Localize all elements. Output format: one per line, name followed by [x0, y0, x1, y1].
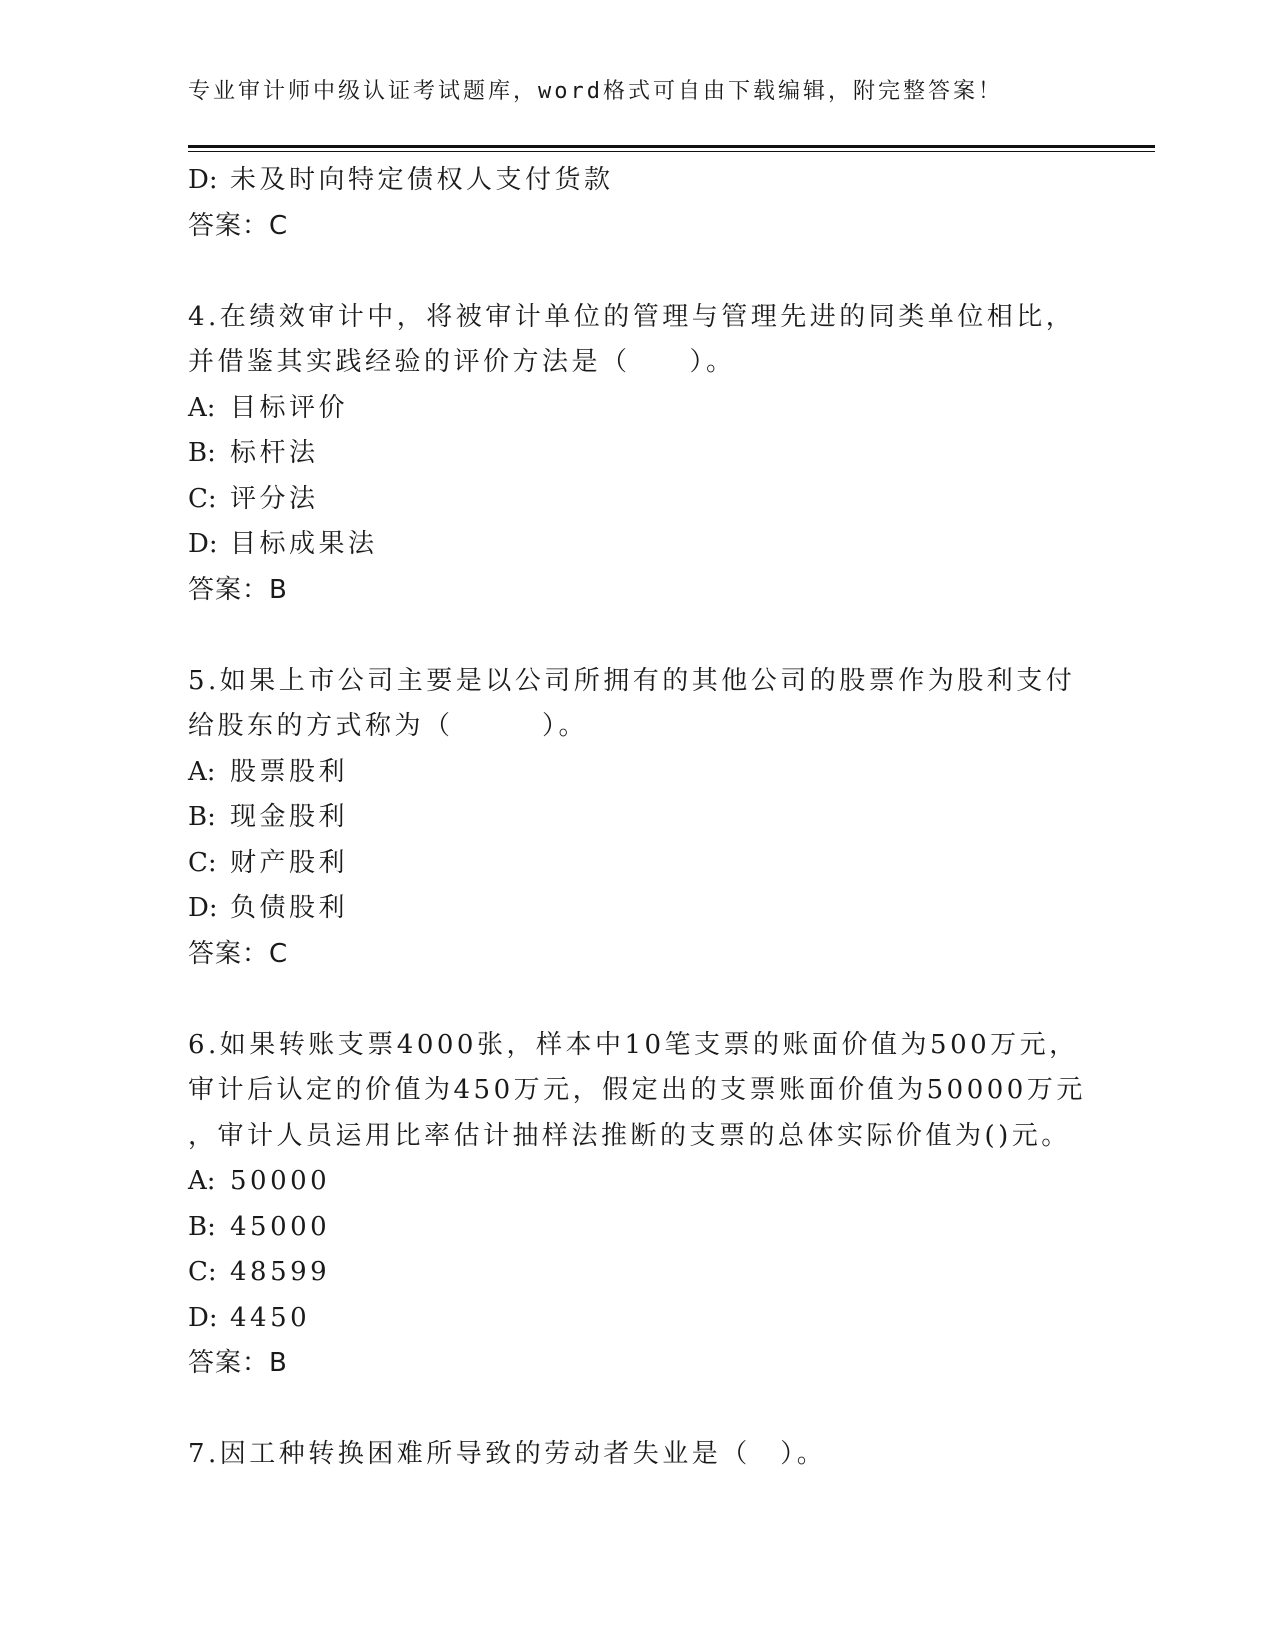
q4-option-a — [188, 386, 1088, 432]
q6-stem-line1: 6.如果转账支票4000张，样本中10笔支票的账面价值为500万元， — [188, 1029, 1079, 1060]
spacer — [188, 977, 1088, 1023]
q5-option-b — [188, 795, 1088, 841]
question-list — [188, 158, 1088, 1478]
option-label: C: — [188, 483, 217, 514]
q5-option-d — [188, 886, 1088, 932]
q5-option-a — [188, 750, 1088, 796]
q4-option-d — [188, 522, 1088, 568]
option-label: D: — [188, 165, 218, 195]
q5-stem-line1: 5.如果上市公司主要是以公司所拥有的其他公司的股票作为股利支付 — [188, 665, 1076, 696]
q4-stem-line1: 4.在绩效审计中，将被审计单位的管理与管理先进的同类单位相比， — [188, 301, 1076, 332]
q4-option-b — [188, 431, 1088, 477]
q7-stem-line1: 7.因工种转换困难所导致的劳动者失业是（ ）。 — [188, 1439, 827, 1469]
q6-option-a — [188, 1159, 1088, 1205]
option-text: 目标成果法 — [230, 529, 378, 559]
option-label: B: — [188, 1211, 216, 1242]
q3-option-d — [188, 158, 1088, 204]
option-label: D: — [188, 529, 218, 559]
q6-stem-line3: ，审计人员运用比率估计抽样法推断的支票的总体实际价值为()元。 — [188, 1120, 1071, 1151]
option-text: 45000 — [230, 1211, 331, 1242]
page-header: 专业审计师中级认证考试题库，word格式可自由下载编辑，附完整答案！ — [188, 79, 1003, 104]
q5-stem-line2: 给股东的方式称为（ ）。 — [188, 711, 589, 741]
spacer — [188, 613, 1088, 659]
option-text: 股票股利 — [230, 756, 349, 787]
option-text: 50000 — [230, 1166, 331, 1196]
option-text: 负债股利 — [230, 893, 349, 923]
option-text: 目标评价 — [230, 392, 349, 423]
q4-answer: 答案：B — [188, 574, 288, 605]
header-rule-thin — [188, 151, 1155, 152]
q6-option-c — [188, 1250, 1088, 1296]
q6-stem-line2: 审计后认定的价值为450万元，假定出的支票账面价值为50000万元 — [188, 1075, 1086, 1105]
q6-answer: 答案：B — [188, 1348, 288, 1378]
q3-answer: 答案：C — [188, 210, 289, 241]
option-label: D: — [188, 1302, 218, 1333]
q4-stem-line2: 并借鉴其实践经验的评价方法是（ ）。 — [188, 347, 736, 377]
q5-option-c — [188, 841, 1088, 887]
header-rule-thick — [188, 145, 1155, 148]
option-label: B: — [188, 438, 216, 468]
q6-option-d — [188, 1296, 1088, 1342]
option-label: A: — [188, 756, 216, 787]
option-text: 标杆法 — [230, 438, 319, 468]
option-label: A: — [188, 1166, 216, 1196]
spacer — [188, 1387, 1088, 1433]
option-text: 评分法 — [230, 483, 319, 514]
option-label: C: — [188, 847, 217, 878]
spacer — [188, 249, 1088, 295]
option-text: 4450 — [230, 1302, 311, 1333]
option-text: 财产股利 — [230, 847, 349, 878]
option-label: D: — [188, 893, 218, 923]
q5-answer: 答案：C — [188, 938, 289, 969]
option-text: 48599 — [230, 1257, 331, 1287]
option-label: C: — [188, 1257, 217, 1287]
option-text: 未及时向特定债权人支付货款 — [230, 165, 614, 195]
q4-option-c — [188, 477, 1088, 523]
option-label: B: — [188, 802, 216, 832]
option-text: 现金股利 — [230, 802, 349, 832]
option-label: A: — [188, 392, 216, 423]
q6-option-b — [188, 1205, 1088, 1251]
